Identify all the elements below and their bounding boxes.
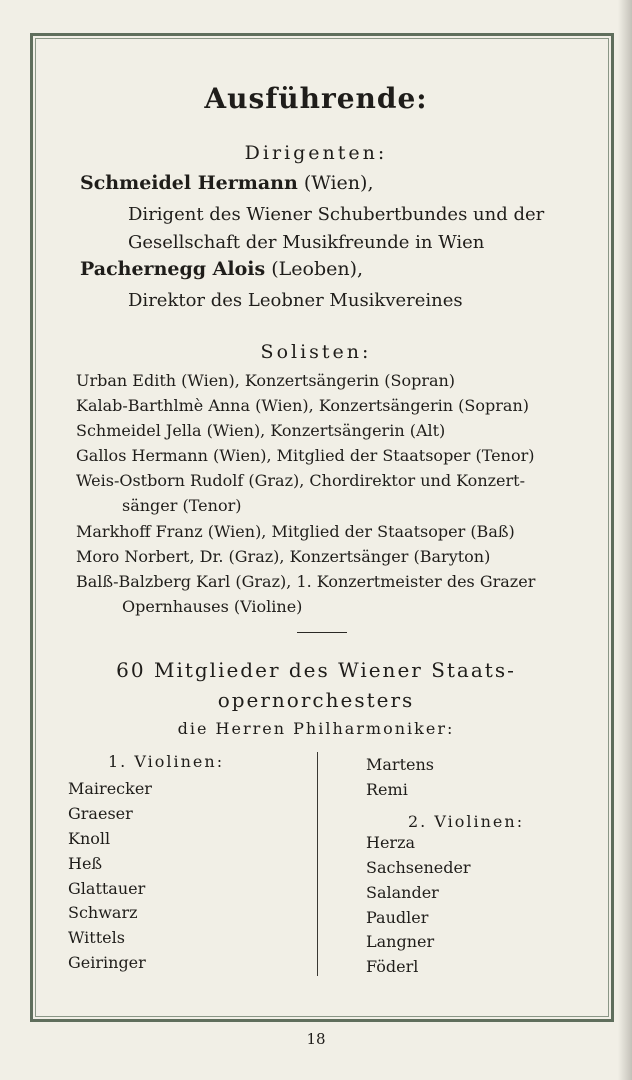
column-divider [317,752,318,976]
conductor-1-name: Schmeidel Hermann [80,172,298,194]
conductor-1-desc-1: Dirigent des Wiener Schubertbundes und der [128,204,545,225]
violin-2-member: Herza [366,833,416,852]
soloist-line: Opernhauses (Violine) [122,597,303,616]
conductor-2 [80,258,363,280]
soloist-line: Markhoff Franz (Wien), Mitglied der Staatsoper (Baß) [76,522,515,541]
soloist-line: sänger (Tenor) [122,496,242,515]
soloist-line: Weis-Ostborn Rudolf (Graz), Chordirektor und Konzert- [76,471,525,490]
orchestra-line-1: 60 Mitglieder des Wiener Staats- [116,658,516,682]
violin-2-member: Langner [366,932,435,951]
section-heading-solisten: Solisten: [260,341,372,363]
violin-1-heading: 1. Violinen: [108,752,225,771]
violin-2-member: Paudler [366,908,429,927]
soloist-line: Gallos Hermann (Wien), Mitglied der Staatsoper (Tenor) [76,446,535,465]
conductor-1-place: (Wien), [303,172,374,194]
violin-2-heading: 2. Violinen: [408,812,525,831]
soloist-line: Moro Norbert, Dr. (Graz), Konzertsänger (Baryton) [76,547,491,566]
violin-1-member: Wittels [68,928,125,947]
orchestra-line-2: opernorchesters [217,688,415,712]
conductor-1-desc-2: Gesellschaft der Musikfreunde in Wien [128,232,485,253]
soloist-line: Schmeidel Jella (Wien), Konzertsängerin (Alt) [76,421,446,440]
soloist-line: Urban Edith (Wien), Konzertsängerin (Sopran) [76,371,456,390]
conductor-1 [80,172,374,194]
binding-shadow [618,0,632,1080]
violin-2-member: Föderl [366,957,419,976]
conductor-2-desc-1: Direktor des Leobner Musikvereines [128,290,463,311]
violin-1-member: Glattauer [68,879,146,898]
violin-1-member: Mairecker [68,779,152,798]
conductor-2-place: (Leoben), [271,258,364,280]
violin-1-member: Geiringer [68,953,146,972]
orchestra-line-3: die Herren Philharmoniker: [177,719,455,738]
section-divider [297,632,347,633]
violin-2-member: Sachseneder [366,858,471,877]
soloist-line: Balß-Balzberg Karl (Graz), 1. Konzertmeister des Grazer [76,572,536,591]
violin-1-member-cont: Remi [366,780,408,799]
violin-1-member: Schwarz [68,903,138,922]
violin-1-member-cont: Martens [366,755,434,774]
violin-1-member: Knoll [68,829,111,848]
violin-1-member: Graeser [68,804,133,823]
page-title: Ausführende: [204,82,428,115]
page-number: 18 [306,1030,326,1048]
violin-1-member: Heß [68,854,103,873]
violin-2-member: Salander [366,883,439,902]
section-heading-dirigenten: Dirigenten: [244,142,388,164]
conductor-2-name: Pachernegg Alois [80,258,266,280]
soloist-line: Kalab-Barthlmè Anna (Wien), Konzertsängerin (Sopran) [76,396,529,415]
